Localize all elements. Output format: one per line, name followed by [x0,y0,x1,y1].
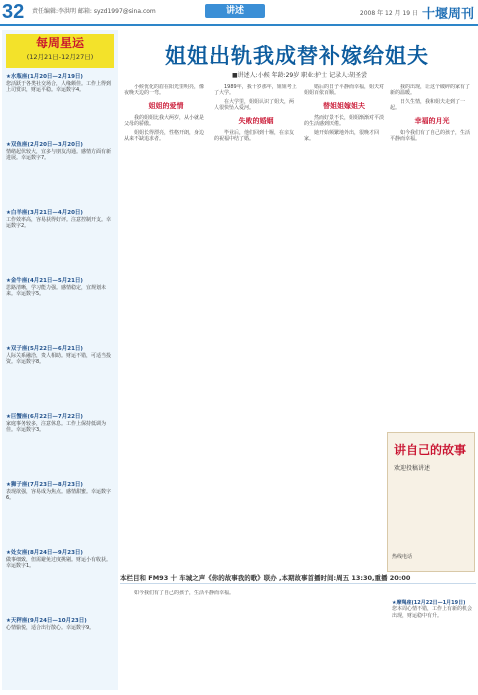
article-headline: 姐姐出轨我成替补嫁给姐夫 [165,43,429,68]
sign-capricorn: ★摩羯座(12月22日—1月19日) 您本周心情不错，工作上有新的机会出现，财运稳中有升。 [392,600,473,619]
radio-promo-text: 本栏目和 FM93 十 车城之声《你的故事我的歌》联办 ,本期故事首播时间:周五 13:30,重播 20:00 [120,574,411,582]
subhead-2: 失败的婚姻 [238,116,274,125]
sign-libra: ★天秤座(9月24日—10月23日) 心情愉悦，适合出行散心。幸运数字9。 [6,618,95,631]
subhead-3: 替姐姐嫁姐夫 [323,101,365,110]
sign-aries: ★白羊座(3月21日—4月20日) 工作效率高，容易获得好评。注意控制开支。幸运数字2。 [6,210,112,230]
illustration-text: 欢迎投稿讲述 [394,465,431,472]
illustration-title: 讲自己的故事 [394,443,467,457]
story-call-illustration [387,432,475,572]
issue-date: 2008 年 12 月 19 日 [359,10,418,17]
article-column-2: 1989年，我十岁那年，姐姐考上了大学。 在大学里，姐姐认识了姐夫，两人很快坠入爱河。 失败的婚姻 毕业后，他们回到十堰，在亲友的祝福中结了婚。 [214,84,297,143]
bottom-article: 如今我们有了自己的孩子，生活平静而幸福。 [134,590,235,596]
weekly-stars-title-box [6,34,114,68]
article-column-3: 婚后的日子平静而幸福，姐夫对姐姐百依百顺。 替姐姐嫁姐夫 然而好景不长，姐姐渐渐对平淡的生活感到厌倦。 她开始频繁地外出，很晚才回家。 [304,84,384,143]
article-column-1: 小候优化的眉在阳光里明亮，像夜晚天边的一弯。 姐姐的爱情 我的姐姐比我大两岁，从小就是父母的骄傲。 姐姐长得漂亮，性格开朗，身边从来不缺追求者。 [124,84,208,570]
page-number: 32 [2,1,25,23]
illustration-caption: 热线电话 [392,554,413,560]
subhead-4: 幸福的月光 [414,116,450,125]
article-byline: ■讲述人:小候 年龄:29岁 职业:护士 记录人:胡圣尝 [232,72,368,79]
sign-pisces: ★双鱼座(2月20日—3月20日) 情绪起伏较大，宜多与朋友沟通。感情方面有新进展。幸运数字7。 [6,142,112,162]
sign-taurus: ★金牛座(4月21日—5月21日) 思路清晰，学习能力强。感情稳定，宜规划未来。幸运数字5。 [6,278,107,298]
section-divider [120,583,476,584]
sign-leo: ★狮子座(7月23日—8月23日) 表现欲强，容易成为焦点。感情甜蜜。幸运数字6。 [6,482,112,502]
weekly-stars-column [2,30,118,690]
publication-brand: 十堰周刊 [421,7,474,22]
radio-promo [120,573,476,583]
sign-cancer: ★巨蟹座(6月22日—7月22日) 家庭事务较多，注意休息。工作上保持低调为佳。幸运数字3。 [6,414,107,434]
weekly-stars-title: 每周星运 [35,36,84,50]
sign-gemini: ★双子座(5月22日—6月21日) 人际关系融洽，贵人相助。财运不错，可适当投资。幸运数字8。 [6,346,112,366]
sign-virgo: ★处女座(8月24日—9月23日) 做事细致，但需避免过度挑剔。财运小有收获。幸运数字1。 [6,550,112,570]
subhead-1: 姐姐的爱情 [148,101,184,110]
editor-info: 责任编辑:李洪明 邮箱: syzd1997@sina.com [32,8,156,15]
weekly-stars-dates: (12月21日-12月27日) [26,53,94,61]
page-header [0,0,478,26]
sign-aquarius: ★水瓶座(1月20日—2月19日) 您活跃于各类社交场合，人缘颇佳。工作上得到上司赏识，财运平稳。幸运数字4。 [6,74,112,94]
article-column-4: 我的出现，让这个破碎的家有了新的温暖。 日久生情，我和姐夫走到了一起。 幸福的月光 如今我们有了自己的孩子，生活平静而幸福。 [390,84,474,428]
section-tab[interactable]: 讲述 [205,4,265,18]
